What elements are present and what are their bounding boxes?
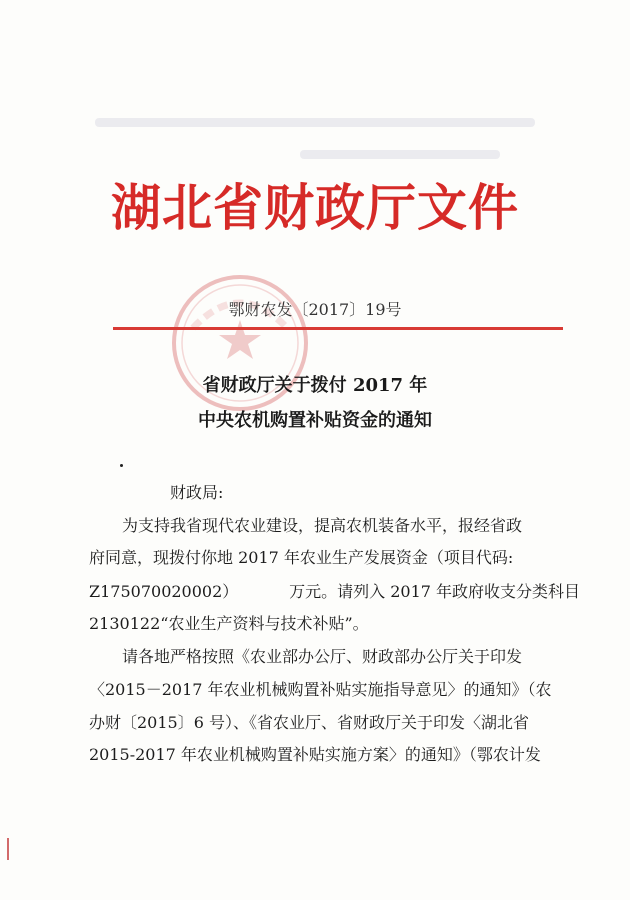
body-line: 为支持我省现代农业建设，提高农机装备水平，报经省政: [122, 516, 523, 535]
body-line: 〈2015－2017 年农业机械购置补贴实施指导意见〉的通知》（农: [89, 680, 552, 699]
body-line: Z175070020002） 万元。请列入 2017 年政府收支分类科目: [89, 582, 581, 601]
document-header-title: 湖北省财政厅文件: [111, 178, 519, 237]
notice-title-line-2: 中央农机购置补贴资金的通知: [198, 410, 432, 431]
body-line: 府同意，现拨付你地 2017 年农业生产发展资金（项目代码:: [89, 548, 514, 567]
document-number: 鄂财农发〔2017〕19号: [228, 300, 402, 319]
body-line: 2015-2017 年农业机械购置补贴实施方案〉的通知》（鄂农计发: [89, 745, 541, 764]
bleed-through-text: [0, 0, 630, 200]
scan-edge-mark: [7, 838, 9, 860]
salutation: 财政局:: [170, 483, 224, 502]
body-line: 办财〔2015〕6 号）、《省农业厅、省财政厅关于印发〈湖北省: [89, 713, 529, 732]
stray-mark: [120, 464, 123, 467]
body-line: 请各地严格按照《农业部办公厅、财政部办公厅关于印发: [122, 647, 523, 666]
notice-title-line-1: 省财政厅关于拨付 2017 年: [202, 375, 428, 396]
body-line: 2130122“农业生产资料与技术补贴”。: [89, 614, 369, 633]
red-divider: [113, 327, 563, 330]
